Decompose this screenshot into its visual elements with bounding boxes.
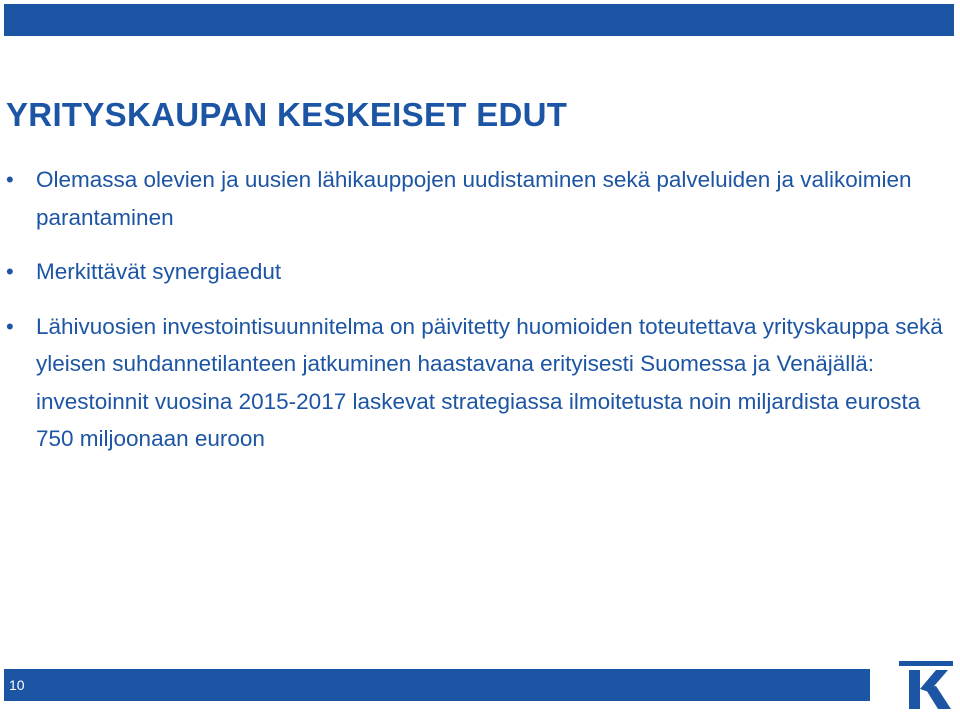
- slide-title: YRITYSKAUPAN KESKEISET EDUT: [6, 96, 568, 133]
- top-bar: [4, 4, 954, 36]
- bullet-list: [0, 161, 955, 475]
- bullet-icon: •: [6, 259, 14, 284]
- page-number: 10: [9, 677, 25, 693]
- bullet-icon: •: [6, 167, 14, 192]
- logo-top-bar: [899, 661, 953, 666]
- bullet-item: [0, 308, 955, 458]
- bullet-text: Lähivuosien investointisuunnitelma on päivitetty huomioiden toteutettava yrityskauppa sekä yleisen suhdannetilanteen jatkuminen haastavana erityisesti Suomessa ja Venäjällä: investoinnit vuosina 2015-2017 laskevat strategiassa ilmoitetusta noin miljardista eurosta 750 miljoonaan euroon: [36, 313, 943, 451]
- bullet-text: Merkittävät synergiaedut: [36, 259, 282, 284]
- bullet-item: [0, 253, 955, 291]
- logo-stem: [909, 670, 920, 709]
- k-logo-icon: [899, 661, 953, 713]
- bullet-item: [0, 161, 955, 236]
- bottom-bar: [4, 669, 870, 701]
- bullet-icon: •: [6, 313, 14, 339]
- logo-lower-leg: [925, 686, 951, 709]
- bullet-text: Olemassa olevien ja uusien lähikauppojen uudistaminen sekä palveluiden ja valikoimien parantaminen: [36, 167, 912, 230]
